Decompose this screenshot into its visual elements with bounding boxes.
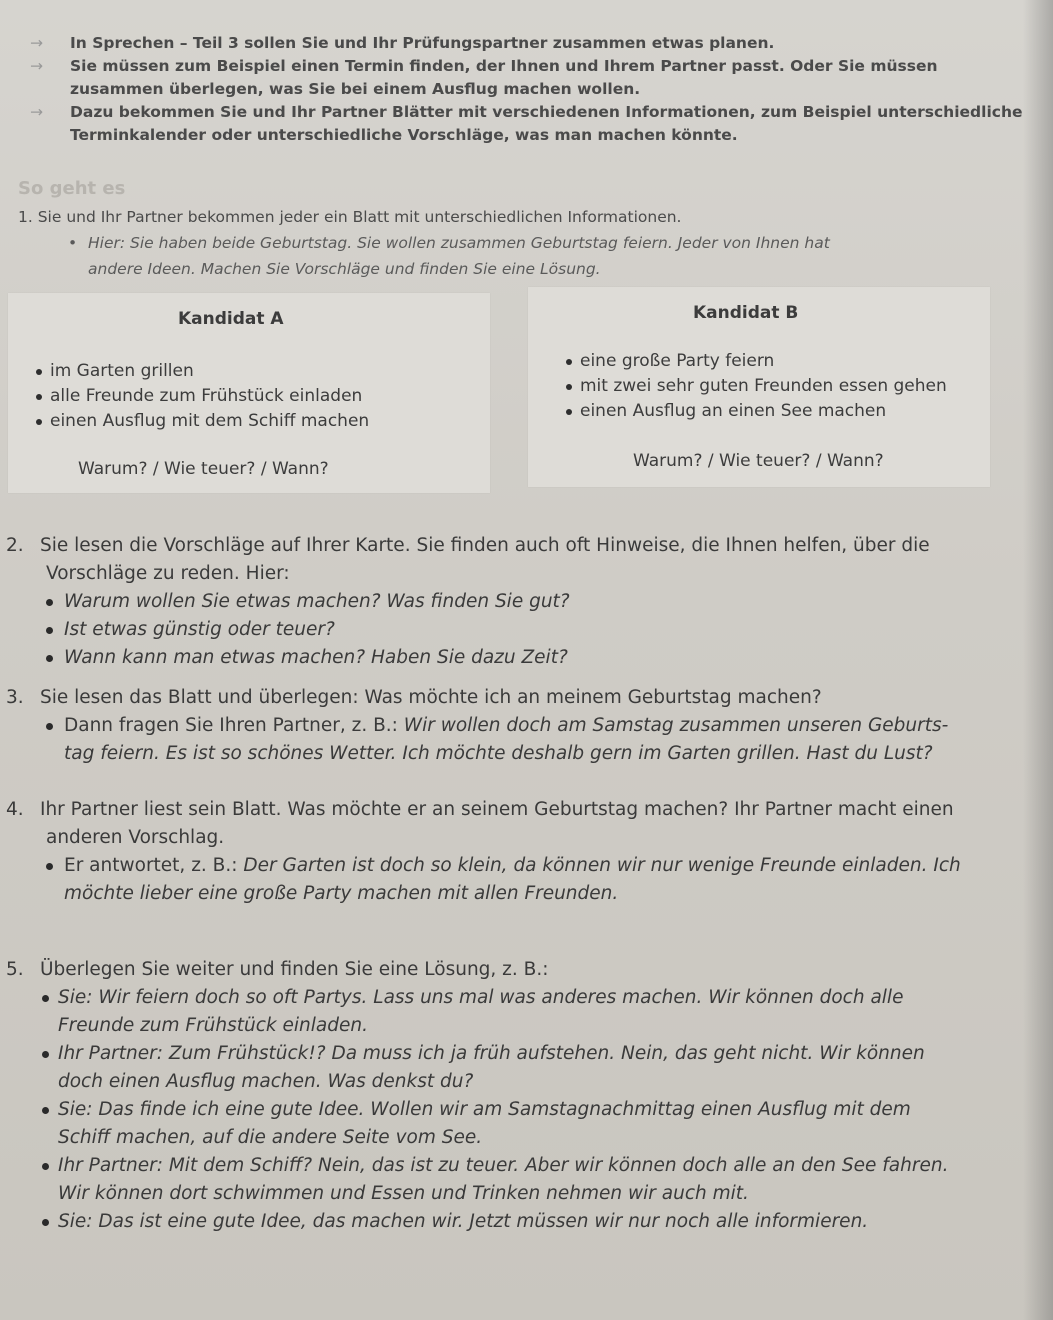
card-a-title: Kandidat A [178, 309, 284, 329]
list-item: einen Ausflug an einen See machen [566, 399, 947, 424]
card-a-questions: Warum? / Wie teuer? / Wann? [78, 459, 329, 479]
step-2-line: 2. Sie lesen die Vorschläge auf Ihrer Karte. Sie finden auch oft Hinweise, die Ihnen helfen, über die [6, 535, 930, 556]
bullet-icon [42, 1107, 49, 1114]
card-b-questions: Warum? / Wie teuer? / Wann? [633, 451, 884, 471]
dialog-line: Sie: Das finde ich eine gute Idee. Wollen wir am Samstagnachmittag einen Ausflug mit dem [6, 1096, 1026, 1124]
step-4-line: anderen Vorschlag. [46, 827, 225, 848]
bullet-icon [42, 1051, 49, 1058]
intro-item: → Dazu bekommen Sie und Ihr Partner Blätter mit verschiedenen Informationen, zum Beispiel unterschiedliche Terminkalender oder unterschiedliche Vorschläge, was man machen könnte. [30, 103, 1023, 144]
step-1-text: 1. Sie und Ihr Partner bekommen jeder ein Blatt mit unterschiedlichen Informationen. [18, 208, 682, 226]
dialog-line-cont: Schiff machen, auf die andere Seite vom See. [58, 1127, 483, 1148]
dialog-line-cont: Wir können dort schwimmen und Essen und Trinken nehmen wir auch mit. [58, 1183, 749, 1204]
bullet-icon [46, 655, 53, 662]
card-kandidat-a [8, 293, 490, 493]
dialog-line: Sie: Das ist eine gute Idee, das machen wir. Jetzt müssen wir nur noch alle informieren. [6, 1208, 1026, 1236]
bullet-icon [46, 723, 53, 730]
arrow-icon: → [30, 57, 43, 75]
bullet-icon: • [68, 234, 78, 252]
list-item: eine große Party feiern [566, 349, 947, 374]
step-1-bullet: • Hier: Sie haben beide Geburtstag. Sie wollen zusammen Geburtstag feiern. Jeder von Ihnen hat [18, 230, 1028, 256]
section-heading: So geht es [18, 178, 126, 199]
step-4 [6, 796, 1026, 908]
arrow-icon: → [30, 34, 43, 52]
dialog-line: Ihr Partner: Mit dem Schiff? Nein, das ist zu teuer. Aber wir können doch alle an den See fahren. [6, 1152, 1026, 1180]
intro-item: → Sie müssen zum Beispiel einen Termin finden, der Ihnen und Ihrem Partner passt. Oder Sie müssen zusammen überlegen, was Sie bei einem Ausflug machen wollen. [30, 57, 938, 98]
bullet-icon [46, 863, 53, 870]
step-3 [6, 684, 1026, 768]
card-b-list [566, 349, 947, 424]
dialog-line: Ihr Partner: Zum Frühstück!? Da muss ich ja früh aufstehen. Nein, das geht nicht. Wir können [6, 1040, 1026, 1068]
step-3-line: 3. Sie lesen das Blatt und überlegen: Was möchte ich an meinem Geburtstag machen? [6, 687, 822, 708]
step-4-bullet: Er antwortet, z. B.: Der Garten ist doch so klein, da können wir nur wenige Freunde einladen. Ich [6, 852, 1026, 880]
bullet-icon [42, 1163, 49, 1170]
step-3-bullet-cont: tag feiern. Es ist so schönes Wetter. Ich möchte deshalb gern im Garten grillen. Hast du Lust? [64, 743, 933, 764]
step-3-bullet: Dann fragen Sie Ihren Partner, z. B.: Wir wollen doch am Samstag zusammen unseren Geburts- [6, 712, 1026, 740]
page-shadow-edge [1023, 0, 1053, 1320]
bullet-icon [42, 1219, 49, 1226]
dialog-line-cont: doch einen Ausflug machen. Was denkst du? [58, 1071, 474, 1092]
card-b-title: Kandidat B [693, 303, 799, 323]
list-item: einen Ausflug mit dem Schiff machen [36, 409, 369, 434]
step-2-bullet: Warum wollen Sie etwas machen? Was finden Sie gut? [6, 588, 1026, 616]
arrow-icon: → [30, 103, 43, 121]
intro-block [30, 32, 1030, 147]
step-2 [6, 532, 1026, 672]
step-2-bullet: Ist etwas günstig oder teuer? [6, 616, 1026, 644]
bullet-icon [46, 599, 53, 606]
step-1 [18, 204, 1028, 282]
list-item: mit zwei sehr guten Freunden essen gehen [566, 374, 947, 399]
step-4-line: 4. Ihr Partner liest sein Blatt. Was möchte er an seinem Geburtstag machen? Ihr Partner macht einen [6, 799, 954, 820]
step-5 [6, 956, 1026, 1236]
step-5-line: 5. Überlegen Sie weiter und finden Sie eine Lösung, z. B.: [6, 959, 549, 980]
intro-item: → In Sprechen – Teil 3 sollen Sie und Ihr Prüfungspartner zusammen etwas planen. [70, 32, 1030, 55]
step-2-line: Vorschläge zu reden. Hier: [46, 563, 290, 584]
bullet-icon [46, 627, 53, 634]
card-a-list [36, 359, 369, 434]
list-item: im Garten grillen [36, 359, 369, 384]
dialog-line: Sie: Wir feiern doch so oft Partys. Lass uns mal was anderes machen. Wir können doch alle [6, 984, 1026, 1012]
card-kandidat-b [528, 287, 990, 487]
step-1-bullet-cont: andere Ideen. Machen Sie Vorschläge und finden Sie eine Lösung. [88, 260, 601, 278]
dialog-line-cont: Freunde zum Frühstück einladen. [58, 1015, 368, 1036]
step-2-bullet: Wann kann man etwas machen? Haben Sie dazu Zeit? [6, 644, 1026, 672]
list-item: alle Freunde zum Frühstück einladen [36, 384, 369, 409]
bullet-icon [42, 995, 49, 1002]
step-4-bullet-cont: möchte lieber eine große Party machen mit allen Freunden. [64, 883, 619, 904]
